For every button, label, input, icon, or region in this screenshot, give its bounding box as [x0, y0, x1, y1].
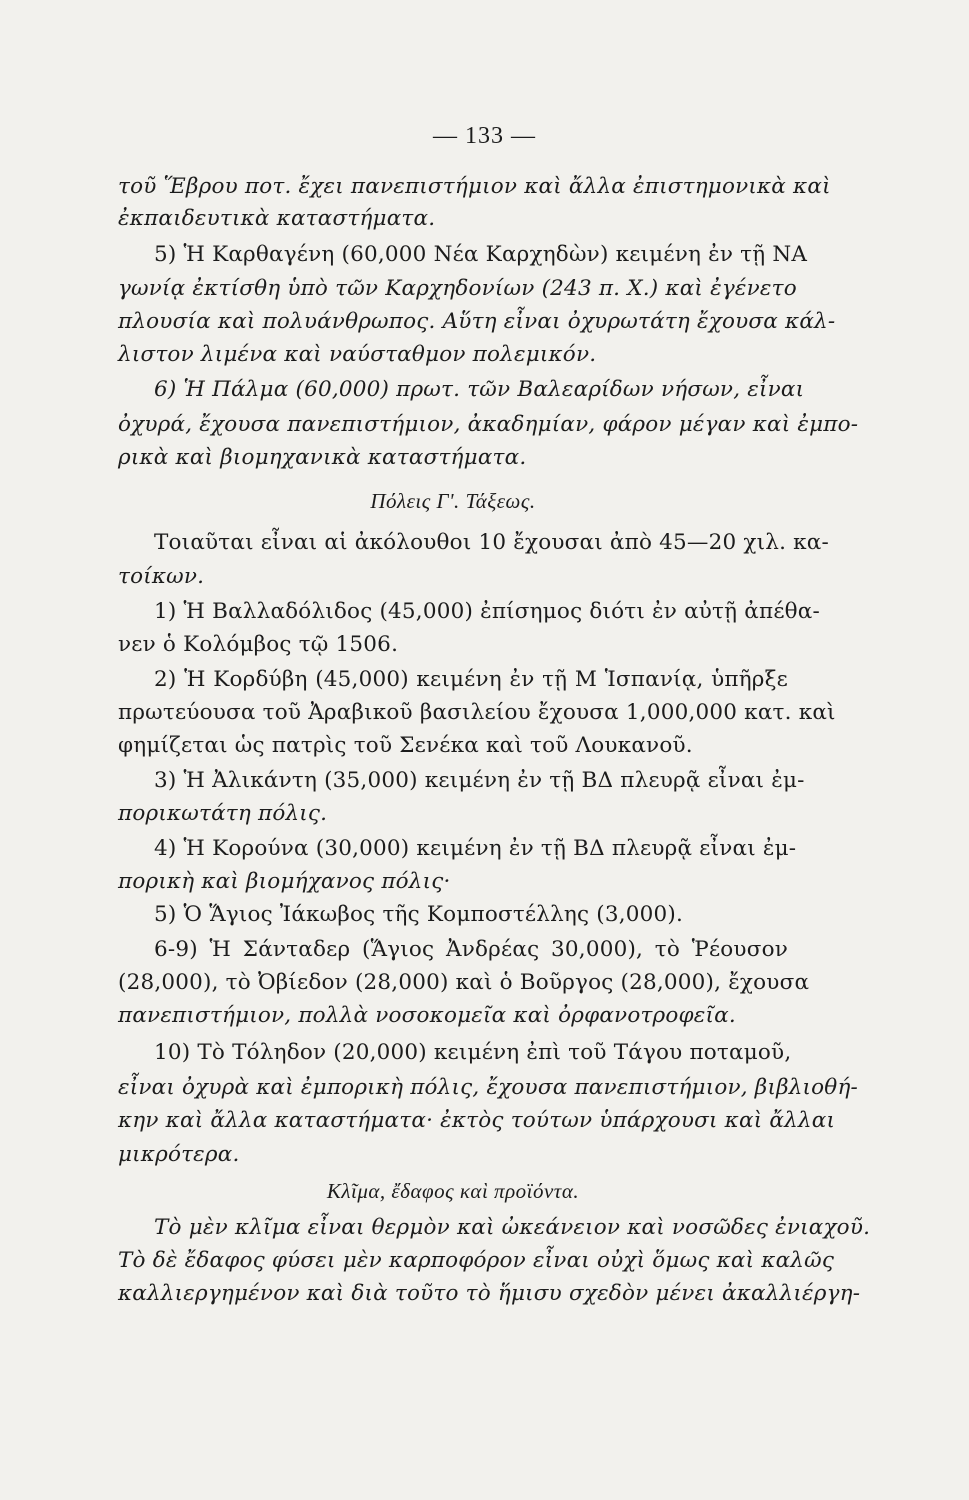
text-line: πορικὴ καὶ βιομήχανος πόλις·	[118, 869, 451, 894]
text-line: 1) Ἡ Βαλλαδόλιδος (45,000) ἐπίσημος διότι ἐν αὐτῇ ἀπέθα-	[154, 599, 820, 624]
section-heading: Πόλεις Γ'. Τάξεως.	[370, 489, 536, 513]
text-line: 5) Ἡ Καρθαγένη (60,000 Νέα Καρχηδὼν) κειμένη ἐν τῇ ΝΑ	[154, 242, 808, 267]
section-heading: Κλῖμα, ἔδαφος καὶ προϊόντα.	[326, 1179, 580, 1203]
text-line: ρικὰ καὶ βιομηχανικὰ καταστήματα.	[118, 445, 527, 470]
text-line: λιστον λιμένα καὶ ναύσταθμον πολεμικόν.	[118, 342, 597, 367]
text-line: τοίκων.	[118, 564, 205, 589]
text-line: ὀχυρά, ἔχουσα πανεπιστήμιον, ἀκαδημίαν, φάρον μέγαν καὶ ἐμπο-	[118, 412, 859, 437]
text-line: (28,000), τὸ Ὀβίεδον (28,000) καὶ ὁ Βοῦργος (28,000), ἔχουσα	[118, 970, 810, 995]
text-line: ἐκπαιδευτικὰ καταστήματα.	[118, 206, 436, 231]
text-line: μικρότερα.	[118, 1142, 240, 1167]
text-line: 6-9) Ἡ Σάνταδερ (Ἅγιος Ἀνδρέας 30,000), τὸ Ῥέουσον	[154, 937, 788, 962]
text-line: νεν ὁ Κολόμβος τῷ 1506.	[118, 632, 399, 657]
text-line: 3) Ἡ Ἀλικάντη (35,000) κειμένη ἐν τῇ ΒΔ πλευρᾷ εἶναι ἐμ-	[154, 768, 805, 793]
text-line: Τὸ μὲν κλῖμα εἶναι θερμὸν καὶ ὠκεάνειον καὶ νοσῶδες ἐνιαχοῦ.	[154, 1215, 871, 1240]
text-line: 2) Ἡ Κορδύβη (45,000) κειμένη ἐν τῇ Μ Ἱσπανίᾳ, ὑπῆρξε	[154, 667, 788, 692]
text-line: καλλιεργημένον καὶ διὰ τοῦτο τὸ ἥμισυ σχεδὸν μένει ἀκαλλιέργη-	[118, 1281, 861, 1306]
text-line: 10) Τὸ Τόληδον (20,000) κειμένη ἐπὶ τοῦ Τάγου ποταμοῦ,	[154, 1040, 792, 1065]
text-line: 6) Ἡ Πάλμα (60,000) πρωτ. τῶν Βαλεαρίδων νήσων, εἶναι	[154, 377, 805, 402]
text-line: τοῦ Ἕβρου ποτ. ἔχει πανεπιστήμιον καὶ ἄλλα ἐπιστημονικὰ καὶ	[118, 174, 831, 199]
page-number: — 133 —	[433, 123, 536, 149]
text-line: πανεπιστήμιον, πολλὰ νοσοκομεῖα καὶ ὀρφανοτροφεῖα.	[118, 1003, 736, 1028]
text-line: κην καὶ ἄλλα καταστήματα· ἐκτὸς τούτων ὑπάρχουσι καὶ ἄλλαι	[118, 1108, 836, 1133]
text-line: 4) Ἡ Κορούνα (30,000) κειμένη ἐν τῇ ΒΔ πλευρᾷ εἶναι ἐμ-	[154, 836, 797, 861]
text-line: εἶναι ὀχυρὰ καὶ ἐμπορικὴ πόλις, ἔχουσα πανεπιστήμιον, βιβλιοθή-	[118, 1075, 858, 1100]
text-line: πλουσία καὶ πολυάνθρωπος. Αὕτη εἶναι ὀχυρωτάτη ἔχουσα κάλ-	[118, 309, 836, 334]
text-line: πορικωτάτη πόλις.	[118, 801, 328, 826]
text-line: γωνίᾳ ἐκτίσθη ὑπὸ τῶν Καρχηδονίων (243 π. Χ.) καὶ ἐγένετο	[118, 276, 797, 301]
text-line: Τὸ δὲ ἔδαφος φύσει μὲν καρποφόρον εἶναι οὐχὶ ὅμως καὶ καλῶς	[118, 1248, 835, 1273]
text-line: φημίζεται ὡς πατρὶς τοῦ Σενέκα καὶ τοῦ Λουκανοῦ.	[118, 733, 693, 758]
text-line: πρωτεύουσα τοῦ Ἀραβικοῦ βασιλείου ἔχουσα 1,000,000 κατ. καὶ	[118, 700, 836, 725]
text-line: 5) Ὁ Ἅγιος Ἰάκωβος τῆς Κομποστέλλης (3,000).	[154, 902, 684, 927]
text-line: Τοιαῦται εἶναι αἱ ἀκόλουθοι 10 ἔχουσαι ἀπὸ 45—20 χιλ. κα-	[154, 530, 829, 555]
